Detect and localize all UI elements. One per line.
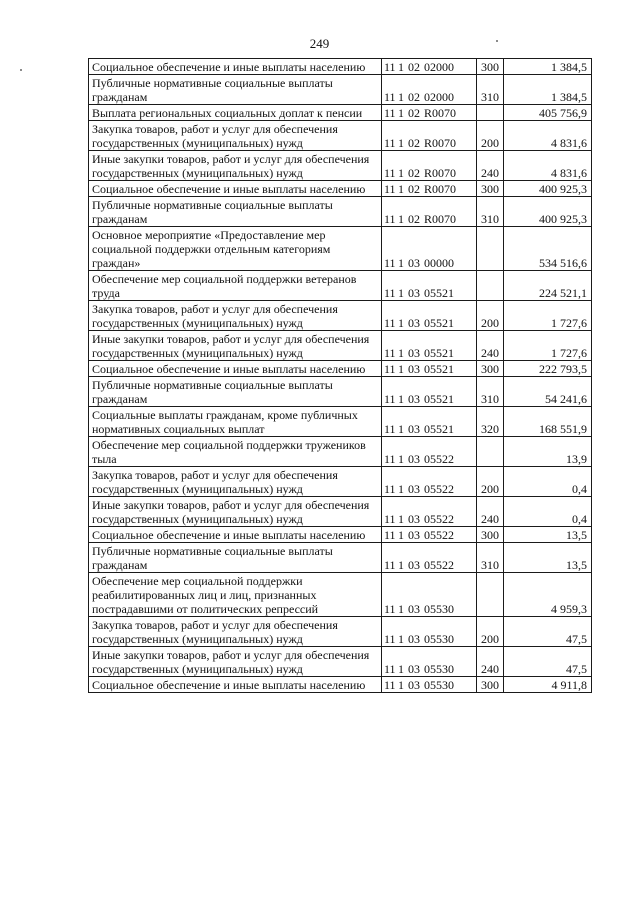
code-segment-2: 1 <box>398 528 404 542</box>
row-amount: 400 925,3 <box>504 197 592 227</box>
code-segment-4: 02000 <box>424 90 454 104</box>
code-segment-1: 11 <box>384 136 396 150</box>
row-name-cell <box>89 301 382 331</box>
code-segment-1: 11 <box>384 632 396 646</box>
row-name-cell <box>89 677 382 693</box>
code-segment-3: 02 <box>408 60 420 74</box>
row-expense-type: 200 <box>477 301 504 331</box>
row-code-cell <box>382 527 477 543</box>
code-segment-2: 1 <box>398 166 404 180</box>
code-segment-4: 05521 <box>424 286 454 300</box>
code-segment-3: 03 <box>408 482 420 496</box>
table-row <box>89 573 592 617</box>
row-name: Социальное обеспечение и иные выплаты населению <box>92 362 366 376</box>
row-expense-type: 240 <box>477 497 504 527</box>
code-segment-3: 03 <box>408 632 420 646</box>
row-name: Иные закупки товаров, работ и услуг для обеспечения государственных (муниципальных) нужд <box>92 152 370 180</box>
code-segment-2: 1 <box>398 632 404 646</box>
code-segment-3: 03 <box>408 512 420 526</box>
table-row <box>89 361 592 377</box>
row-code-cell <box>382 497 477 527</box>
row-code-cell <box>382 361 477 377</box>
row-name-cell <box>89 181 382 197</box>
code-segment-2: 1 <box>398 256 404 270</box>
table-row <box>89 527 592 543</box>
row-expense-type: 310 <box>477 543 504 573</box>
code-segment-2: 1 <box>398 212 404 226</box>
code-segment-2: 1 <box>398 662 404 676</box>
code-segment-4: 05530 <box>424 662 454 676</box>
row-name: Иные закупки товаров, работ и услуг для обеспечения государственных (муниципальных) нужд <box>92 648 370 676</box>
code-segment-3: 03 <box>408 256 420 270</box>
code-segment-4: 02000 <box>424 60 454 74</box>
row-code-cell <box>382 301 477 331</box>
code-segment-4: 05530 <box>424 632 454 646</box>
row-name-cell <box>89 105 382 121</box>
code-segment-2: 1 <box>398 182 404 196</box>
table-row <box>89 617 592 647</box>
row-expense-type: 310 <box>477 197 504 227</box>
row-amount: 47,5 <box>504 647 592 677</box>
row-code-cell <box>382 407 477 437</box>
code-segment-2: 1 <box>398 286 404 300</box>
row-amount: 13,5 <box>504 543 592 573</box>
row-amount: 0,4 <box>504 467 592 497</box>
row-code-cell <box>382 227 477 271</box>
code-segment-2: 1 <box>398 392 404 406</box>
code-segment-4: 05522 <box>424 512 454 526</box>
code-segment-1: 11 <box>384 528 396 542</box>
code-segment-2: 1 <box>398 512 404 526</box>
table-row <box>89 59 592 75</box>
table-row <box>89 377 592 407</box>
row-code-cell <box>382 647 477 677</box>
code-segment-2: 1 <box>398 90 404 104</box>
code-segment-2: 1 <box>398 136 404 150</box>
row-expense-type: 240 <box>477 151 504 181</box>
code-segment-3: 03 <box>408 392 420 406</box>
row-amount: 0,4 <box>504 497 592 527</box>
code-segment-4: 00000 <box>424 256 454 270</box>
row-name-cell <box>89 151 382 181</box>
row-expense-type: 300 <box>477 527 504 543</box>
row-expense-type: 300 <box>477 59 504 75</box>
row-name-cell <box>89 617 382 647</box>
code-segment-1: 11 <box>384 90 396 104</box>
table-row <box>89 121 592 151</box>
row-expense-type: 200 <box>477 121 504 151</box>
code-segment-3: 03 <box>408 678 420 692</box>
table-row <box>89 75 592 105</box>
code-segment-3: 02 <box>408 166 420 180</box>
code-segment-4: 05521 <box>424 346 454 360</box>
code-segment-1: 11 <box>384 662 396 676</box>
row-amount: 4 831,6 <box>504 151 592 181</box>
code-segment-3: 03 <box>408 662 420 676</box>
code-segment-1: 11 <box>384 512 396 526</box>
row-name: Публичные нормативные социальные выплаты гражданам <box>92 378 333 406</box>
row-code-cell <box>382 331 477 361</box>
row-name: Иные закупки товаров, работ и услуг для обеспечения государственных (муниципальных) нужд <box>92 332 370 360</box>
code-segment-4: R0070 <box>424 212 457 226</box>
code-segment-2: 1 <box>398 362 404 376</box>
code-segment-1: 11 <box>384 558 396 572</box>
row-name-cell <box>89 331 382 361</box>
row-code-cell <box>382 151 477 181</box>
code-segment-4: R0070 <box>424 166 457 180</box>
code-segment-4: 05521 <box>424 316 454 330</box>
row-expense-type <box>477 271 504 301</box>
row-name: Публичные нормативные социальные выплаты гражданам <box>92 76 333 104</box>
code-segment-4: 05522 <box>424 558 454 572</box>
row-name: Закупка товаров, работ и услуг для обеспечения государственных (муниципальных) нужд <box>92 302 338 330</box>
table-row <box>89 543 592 573</box>
row-amount: 4 911,8 <box>504 677 592 693</box>
code-segment-4: 05530 <box>424 602 454 616</box>
code-segment-3: 03 <box>408 422 420 436</box>
budget-table <box>88 58 592 693</box>
code-segment-3: 02 <box>408 136 420 150</box>
row-code-cell <box>382 121 477 151</box>
code-segment-2: 1 <box>398 60 404 74</box>
row-name: Закупка товаров, работ и услуг для обеспечения государственных (муниципальных) нужд <box>92 618 338 646</box>
table-row <box>89 301 592 331</box>
code-segment-4: 05522 <box>424 482 454 496</box>
code-segment-4: 05530 <box>424 678 454 692</box>
code-segment-3: 03 <box>408 528 420 542</box>
row-amount: 224 521,1 <box>504 271 592 301</box>
code-segment-4: R0070 <box>424 106 457 120</box>
row-name: Публичные нормативные социальные выплаты гражданам <box>92 544 333 572</box>
row-expense-type <box>477 227 504 271</box>
code-segment-3: 03 <box>408 286 420 300</box>
row-amount: 4 831,6 <box>504 121 592 151</box>
row-amount: 1 727,6 <box>504 301 592 331</box>
row-name-cell <box>89 497 382 527</box>
table-row <box>89 331 592 361</box>
table-row <box>89 647 592 677</box>
code-segment-1: 11 <box>384 60 396 74</box>
row-amount: 47,5 <box>504 617 592 647</box>
row-name-cell <box>89 437 382 467</box>
row-code-cell <box>382 543 477 573</box>
row-name: Обеспечение мер социальной поддержки тружеников тыла <box>92 438 366 466</box>
row-name-cell <box>89 197 382 227</box>
row-code-cell <box>382 197 477 227</box>
row-amount: 13,5 <box>504 527 592 543</box>
row-name-cell <box>89 543 382 573</box>
code-segment-1: 11 <box>384 286 396 300</box>
row-name-cell <box>89 407 382 437</box>
code-segment-3: 03 <box>408 602 420 616</box>
row-expense-type: 310 <box>477 75 504 105</box>
code-segment-4: 05521 <box>424 392 454 406</box>
code-segment-4: R0070 <box>424 136 457 150</box>
row-name: Обеспечение мер социальной поддержки реабилитированных лиц и лиц, признанных пострадавшими от политических репрессий <box>92 574 319 616</box>
row-name-cell <box>89 59 382 75</box>
code-segment-2: 1 <box>398 482 404 496</box>
code-segment-1: 11 <box>384 346 396 360</box>
row-name: Иные закупки товаров, работ и услуг для обеспечения государственных (муниципальных) нужд <box>92 498 370 526</box>
code-segment-1: 11 <box>384 602 396 616</box>
code-segment-3: 03 <box>408 558 420 572</box>
code-segment-1: 11 <box>384 106 396 120</box>
row-name: Социальное обеспечение и иные выплаты населению <box>92 182 366 196</box>
code-segment-3: 02 <box>408 90 420 104</box>
code-segment-1: 11 <box>384 422 396 436</box>
row-amount: 534 516,6 <box>504 227 592 271</box>
code-segment-2: 1 <box>398 678 404 692</box>
code-segment-1: 11 <box>384 182 396 196</box>
code-segment-4: 05522 <box>424 452 454 466</box>
row-expense-type: 240 <box>477 331 504 361</box>
row-name: Социальное обеспечение и иные выплаты населению <box>92 678 366 692</box>
row-amount: 4 959,3 <box>504 573 592 617</box>
code-segment-3: 02 <box>408 212 420 226</box>
row-expense-type: 300 <box>477 677 504 693</box>
table-row <box>89 197 592 227</box>
code-segment-2: 1 <box>398 452 404 466</box>
table-row <box>89 437 592 467</box>
code-segment-2: 1 <box>398 558 404 572</box>
row-name-cell <box>89 271 382 301</box>
row-name: Выплата региональных социальных доплат к пенсии <box>92 106 363 120</box>
code-segment-1: 11 <box>384 212 396 226</box>
table-row <box>89 105 592 121</box>
row-code-cell <box>382 59 477 75</box>
row-name-cell <box>89 527 382 543</box>
code-segment-2: 1 <box>398 346 404 360</box>
table-row <box>89 407 592 437</box>
code-segment-4: 05521 <box>424 422 454 436</box>
row-name-cell <box>89 573 382 617</box>
row-expense-type <box>477 105 504 121</box>
row-code-cell <box>382 573 477 617</box>
row-name-cell <box>89 121 382 151</box>
code-segment-4: 05521 <box>424 362 454 376</box>
row-code-cell <box>382 467 477 497</box>
code-segment-3: 03 <box>408 346 420 360</box>
row-amount: 405 756,9 <box>504 105 592 121</box>
code-segment-1: 11 <box>384 166 396 180</box>
row-code-cell <box>382 75 477 105</box>
row-code-cell <box>382 181 477 197</box>
scan-speck <box>496 40 498 42</box>
code-segment-4: R0070 <box>424 182 457 196</box>
row-expense-type: 300 <box>477 181 504 197</box>
table-row <box>89 497 592 527</box>
row-amount: 13,9 <box>504 437 592 467</box>
row-name: Закупка товаров, работ и услуг для обеспечения государственных (муниципальных) нужд <box>92 468 338 496</box>
code-segment-1: 11 <box>384 316 396 330</box>
row-amount: 1 727,6 <box>504 331 592 361</box>
code-segment-1: 11 <box>384 678 396 692</box>
table-row <box>89 677 592 693</box>
row-name: Основное мероприятие «Предоставление мер социальной поддержки отдельным категориям граждан» <box>92 228 331 270</box>
table-body <box>89 59 592 693</box>
row-code-cell <box>382 377 477 407</box>
row-amount: 168 551,9 <box>504 407 592 437</box>
row-name-cell <box>89 361 382 377</box>
scan-speck <box>20 69 22 71</box>
table-row <box>89 467 592 497</box>
code-segment-2: 1 <box>398 602 404 616</box>
row-expense-type <box>477 437 504 467</box>
code-segment-1: 11 <box>384 452 396 466</box>
row-name-cell <box>89 647 382 677</box>
row-name: Социальное обеспечение и иные выплаты населению <box>92 60 366 74</box>
row-code-cell <box>382 105 477 121</box>
code-segment-3: 03 <box>408 316 420 330</box>
row-code-cell <box>382 617 477 647</box>
row-name-cell <box>89 467 382 497</box>
code-segment-1: 11 <box>384 482 396 496</box>
row-amount: 1 384,5 <box>504 75 592 105</box>
table-row <box>89 271 592 301</box>
row-code-cell <box>382 437 477 467</box>
page-number: 249 <box>309 36 330 51</box>
code-segment-2: 1 <box>398 316 404 330</box>
row-amount: 54 241,6 <box>504 377 592 407</box>
row-code-cell <box>382 677 477 693</box>
code-segment-1: 11 <box>384 362 396 376</box>
row-expense-type: 320 <box>477 407 504 437</box>
row-amount: 222 793,5 <box>504 361 592 377</box>
row-expense-type: 300 <box>477 361 504 377</box>
row-name: Социальные выплаты гражданам, кроме публичных нормативных социальных выплат <box>92 408 358 436</box>
code-segment-3: 02 <box>408 182 420 196</box>
row-code-cell <box>382 271 477 301</box>
code-segment-3: 03 <box>408 452 420 466</box>
row-amount: 400 925,3 <box>504 181 592 197</box>
code-segment-4: 05522 <box>424 528 454 542</box>
code-segment-2: 1 <box>398 106 404 120</box>
row-name-cell <box>89 377 382 407</box>
table-row <box>89 181 592 197</box>
row-expense-type: 240 <box>477 647 504 677</box>
row-name-cell <box>89 75 382 105</box>
code-segment-2: 1 <box>398 422 404 436</box>
code-segment-1: 11 <box>384 256 396 270</box>
row-expense-type: 310 <box>477 377 504 407</box>
row-expense-type: 200 <box>477 467 504 497</box>
row-expense-type <box>477 573 504 617</box>
row-name-cell <box>89 227 382 271</box>
code-segment-3: 02 <box>408 106 420 120</box>
table-row <box>89 227 592 271</box>
code-segment-3: 03 <box>408 362 420 376</box>
row-expense-type: 200 <box>477 617 504 647</box>
row-name: Закупка товаров, работ и услуг для обеспечения государственных (муниципальных) нужд <box>92 122 338 150</box>
row-name: Публичные нормативные социальные выплаты гражданам <box>92 198 333 226</box>
table-row <box>89 151 592 181</box>
code-segment-1: 11 <box>384 392 396 406</box>
row-amount: 1 384,5 <box>504 59 592 75</box>
row-name: Обеспечение мер социальной поддержки ветеранов труда <box>92 272 357 300</box>
row-name: Социальное обеспечение и иные выплаты населению <box>92 528 366 542</box>
